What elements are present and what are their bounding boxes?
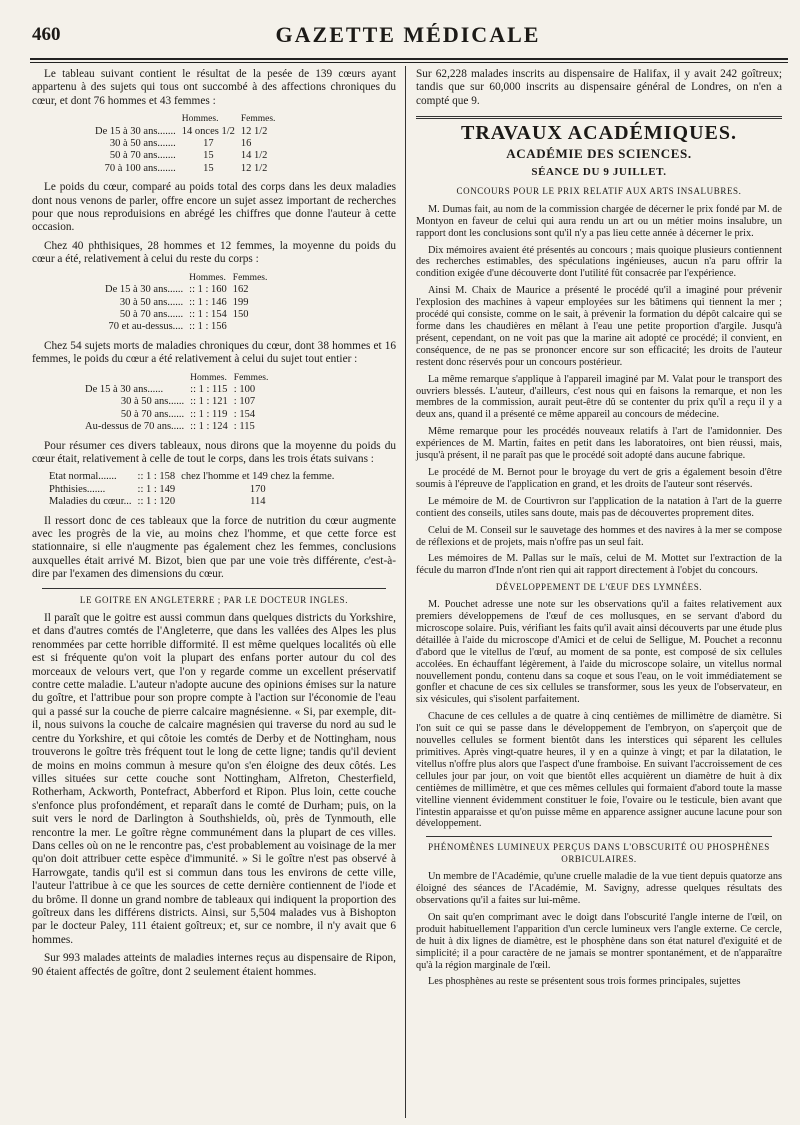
table-cell: 16 xyxy=(240,138,252,150)
paragraph: Le procédé de M. Bernot pour le broyage du vert de gris a également besoin d'être soumis à l'épreuve de l'application en grand, et les droits de l'auteur sont réservés. xyxy=(416,466,782,490)
table-cell: : 107 xyxy=(233,396,256,408)
paragraph: Les mémoires de M. Pallas sur le maïs, celui de M. Mottet sur l'extraction de la fécule du marron d'Inde n'ont rien qui ait rapport directement à l'objet du concours. xyxy=(416,553,782,577)
table-cell: 30 à 50 ans...... xyxy=(120,396,185,408)
table-header-row xyxy=(82,372,271,384)
table-cell: 150 xyxy=(232,308,249,320)
table-cell: 30 à 50 ans...... xyxy=(119,296,184,308)
table-cell: 70 à 100 ans....... xyxy=(104,162,176,174)
concours-heading: CONCOURS POUR LE PRIX RELATIF AUX ARTS INSALUBRES. xyxy=(456,186,742,197)
masthead-title: GAZETTE MÉDICALE xyxy=(275,22,541,47)
table-cell: De 15 à 30 ans...... xyxy=(85,383,164,395)
header-rule-thin xyxy=(30,62,788,63)
table-cell: :: 1 : 121 xyxy=(190,396,228,408)
paragraph: On sait qu'en comprimant avec le doigt dans l'obscurité l'angle interne de l'œil, on produit habituellement l'apparition d'un cercle lumineux vers l'angle externe. Ce cercle, de huit à dix lignes de diamètre, est le phosphène dans son état naturel d'exiguité et de simplicité; il a pour caractère de ne jamais se montrer spontanément, et de n'apparaître qu'à la région marginale de l'œil. xyxy=(416,911,782,971)
column-header: Femmes. xyxy=(232,272,268,283)
table-cell: 70 et au-dessus.... xyxy=(108,321,184,333)
paragraph: Chez 40 phthisiques, 28 hommes et 12 femmes, la moyenne du poids du cœur a été, relativement à celui du reste du corps : xyxy=(32,239,396,266)
column-header: Hommes. xyxy=(181,114,219,125)
paragraph: Un membre de l'Académie, qu'une cruelle maladie de la vue tient depuis quatorze ans éloigné des séances de l'Académie, M. Savigny, adresse quelques résultats des observations qu'il a faites sur lui-même. xyxy=(416,871,782,906)
table-cell: :: 1 : 115 xyxy=(190,383,228,395)
table-cell: :: 1 : 156 xyxy=(189,321,227,333)
heart-weight-table xyxy=(92,113,278,175)
header-rule xyxy=(30,58,788,60)
section-title: TRAVAUX ACADÉMIQUES. xyxy=(461,122,737,145)
phthisis-ratio-table xyxy=(102,272,270,334)
table-row xyxy=(102,309,270,321)
table-header-row xyxy=(92,113,278,125)
table-cell: 30 à 50 ans....... xyxy=(109,138,176,150)
table-row xyxy=(102,297,270,309)
column-header: Hommes. xyxy=(190,372,227,383)
table-cell: 50 à 70 ans....... xyxy=(109,150,176,162)
table-row xyxy=(82,384,271,396)
heart-disease-ratio-table xyxy=(82,372,271,434)
column-header: Hommes. xyxy=(189,272,226,283)
table-cell: Etat normal....... xyxy=(49,471,117,483)
academy-title: ACADÉMIE DES SCIENCES. xyxy=(506,145,692,161)
paragraph: Il ressort donc de ces tableaux que la force de nutrition du cœur augmente avec les progrès de la vie, au moins chez l'homme, et que cette force est stationnaire, si elle n'augmente pas également chez les femmes, conclusions auxquelles était arrivé M. Bizot, bien que par une voie très différente, c'est-à-dire par l'examen des dimensions du cœur. xyxy=(32,514,396,581)
table-cell: 14 onces 1/2 xyxy=(181,125,235,137)
phosphenes-heading: PHÉNOMÈNES LUMINEUX PERÇUS DANS L'OBSCURITÉ OU PHOSPHÈNES ORBICULAIRES. xyxy=(428,842,770,865)
table-cell: De 15 à 30 ans...... xyxy=(105,284,184,296)
table-cell: Au-dessus de 70 ans..... xyxy=(85,421,185,433)
paragraph: Sur 62,228 malades inscrits au dispensaire de Halifax, il y avait 242 goîtreux; tandis que sur 60,000 inscrits au dispensaire général de Londres, on n'en a compté que 9. xyxy=(416,68,782,107)
table-cell: Phthisies....... xyxy=(49,483,106,495)
table-cell: 199 xyxy=(232,296,249,308)
table-cell: : 100 xyxy=(233,383,256,395)
table-cell: Maladies du cœur... xyxy=(49,496,132,508)
table-cell: 50 à 70 ans...... xyxy=(120,408,185,420)
right-column xyxy=(416,68,782,993)
table-row xyxy=(102,321,270,333)
table-cell xyxy=(230,321,271,333)
page-header xyxy=(28,20,788,50)
table-row xyxy=(46,496,337,508)
section-rule xyxy=(416,116,782,119)
table-cell: :: 1 : 146 xyxy=(189,296,227,308)
table-cell: De 15 à 30 ans....... xyxy=(95,125,176,137)
paragraph: Chacune de ces cellules a de quatre à cinq centièmes de millimètre de diamètre. Si l'on suit ce qui se passe dans le développement de l'embryon, on s'aperçoit que de nouvelles cellules se forment bientôt dans les interstices qui séparent les cellules primitives. Après vingt-quatre heures, il y en a quinze à vingt; et par la dilatation, le vitellus n'offre plus alors que l'aspect d'une framboise. En suivant l'accroissement de ces cellules jour par jour, on voit que bientôt elles acquièrent un diamètre de huit à dix centièmes de millimètre, et que ces mêmes cellules qui formaient d'abord toute la masse vitelline viennent évidemment constituer le foie, l'ovaire ou le testicule, bien avant que l'intestin apparaisse et qu'on puisse même en apparence assigner aucune lacune pour son développement. xyxy=(416,711,782,830)
table-row xyxy=(92,138,278,150)
paragraph: M. Dumas fait, au nom de la commission chargée de décerner le prix fondé par M. de Montyon en faveur de celui qui aura rendu un art ou un métier moins insalubre, un rapport dont les conclusions sont qu'il n'y a pas lieu cette année à décerner le prix. xyxy=(416,203,782,239)
session-date: SÉANCE DU 9 JUILLET. xyxy=(531,166,667,179)
column-divider xyxy=(405,66,406,1118)
paragraph: Celui de M. Conseil sur le sauvetage des hommes et des navires à la mer se compose de réflexions et de projets, mais n'offre pas un seul fait. xyxy=(416,524,782,548)
paragraph: Sur 993 malades atteints de maladies internes reçus au dispensaire de Ripon, 90 étaient affectés de goître, dont 2 seulement étaient hommes. xyxy=(32,952,396,978)
paragraph: Il paraît que le goitre est aussi commun dans quelques districts du Yorkshire, et dans d'autres comtés de l'Angleterre, que dans les vallées des Alpes les plus renommées par cette horrible difformité. Il est même quelques localités où elle est si fréquente qu'on voit la plupart des enfans porter autour du col des morceaux de velours vert, que l'on y regarde comme un excellent préservatif contre cette maladie. L'auteur n'adopte aucune des opinions émises sur la nature du goître, et l'attribue pour son propre compte à l'action sur l'économie de l'eau qui a passé sur la couche de pierre calcaire magnésienne. « Si, par exemple, dit-il, nous suivons la couche de calcaire magnésien qui traverse du nord au sud le centre du Yorkshire, et qui côtoie les comtés de Derby et de Nottingham, nous trouverons le goître très fréquent tout le long de cette ligne; tandis qu'il devient de moins en moins commun à mesure qu'on s'en éloigne des deux côtés. Les villes situées sur cette couche sont Nottingham, Alfreton, Chesterfield, Rotherham, Ackworth, Pontefract, Abberford et Ripon. Plus loin, cette couche s'enfonce plus profondément, et reparaît dans le comté de Durham; puis, on la suit vers le nord de Darlington à Southshields, où, près de Tynmouth, elle rencontre la mer. Le goître règne communément dans la plupart de ces villes. Dans celles où on ne le rencontre pas, c'est probablement au voisinage de la mer qu'on doit attribuer cette espèce d'immunité. » Si le goître n'est pas observé à Harrowgate, tandis qu'il est si commun dans tous les environs de cette ville, l'auteur l'attribue à ce que les sources de cette dernière contiennent de l'iode et du brôme. Il donne un grand nombre de tableaux qui indiquent la proportion des goîtreux dans les différens districts. Ainsi, sur 5,504 malades vus à Bishopton par le docteur Paley, 111 étaient goîtreux; et, sur ce nombre, il n'y avait que 6 hommes. xyxy=(32,612,396,946)
table-cell: 12 1/2 xyxy=(240,125,268,137)
paragraph: Même remarque pour les procédés nouveaux relatifs à l'art de l'amidonnier. Des expériences de M. Martin, faites en petit dans les laboratoires, ont bien réussi, mais, jusqu'à présent, il ne paraît pas que le procédé soit adopté dans aucune fabrique. xyxy=(416,426,782,462)
table-cell: : 154 xyxy=(233,408,256,420)
table-cell: :: 1 : 160 xyxy=(189,284,227,296)
table-cell: :: 1 : 154 xyxy=(189,308,227,320)
table-row xyxy=(92,126,278,138)
paragraph: Pour résumer ces divers tableaux, nous dirons que la moyenne du poids du cœur était, relativement à celle de tout le corps, dans les trois états suivans : xyxy=(32,439,396,465)
table-cell: 15 xyxy=(203,150,214,162)
column-header: Femmes. xyxy=(240,114,276,125)
section-rule xyxy=(426,836,772,837)
paragraph: Le mémoire de M. de Courtivron sur l'application de la natation à l'art de la guerre contient des conseils, utiles sans doute, mais pas de découvertes proprement dites. xyxy=(416,495,782,519)
table-cell: :: 1 : 158 xyxy=(137,471,176,483)
table-row xyxy=(92,150,278,162)
paragraph: La même remarque s'applique à l'appareil imaginé par M. Valat pour le transport des ouvriers blessés. L'auteur, d'ailleurs, c'est nous qui en faisons la remarque, et non les membres de la commission, aurait peut-être dû se contenter du prix qu'il a reçu il y a deux ans, quand il a présenté ce même appareil au concours de médecine. xyxy=(416,373,782,421)
paragraph: M. Pouchet adresse une note sur les observations qu'il a faites relativement aux premiers développemens de l'œuf de ces mollusques, en se servant d'abord du microscope solaire. Puis, vérifiant les faits qu'il avait ainsi découverts par une étude plus détaillée à l'aide du microscope d'Amici et de celui de Selligue, M. Pouchet a reconnu d'abord que le vitellus de l'œuf, au moment de sa ponte, est composé de six cellules accolées. En échauffant légèrement, à l'aide du microscope solaire, un vitellus normal nouvellement pondu, contenu dans sa coque et sous l'eau, on le voit immédiatement se gonfler et chacune de ces six cellules se transformer, sous les yeux de l'observateur, en six vésicules, qui s'isolent parfaitement. xyxy=(416,599,782,706)
table-cell: 14 1/2 xyxy=(240,150,268,162)
paragraph: Les phosphènes au reste se présentent sous trois formes principales, sujettes xyxy=(428,976,741,988)
paragraph: Le poids du cœur, comparé au poids total des corps dans les deux maladies dont nous venons de parler, offre encore un sujet assez important de recherches pour que nous reproduisions en abrégé les chiffres que donne l'auteur à cette occasion. xyxy=(32,181,396,234)
table-row xyxy=(46,484,337,496)
table-cell: 114 xyxy=(250,496,266,508)
table-row xyxy=(82,409,271,421)
table-row xyxy=(92,163,278,175)
table-cell: :: 1 : 119 xyxy=(190,408,228,420)
table-cell: chez l'homme et 149 chez la femme. xyxy=(181,471,335,483)
section-rule xyxy=(42,588,386,589)
table-cell: 50 à 70 ans...... xyxy=(119,308,184,320)
table-header-row xyxy=(102,272,270,284)
table-cell: :: 1 : 124 xyxy=(190,421,228,433)
table-row xyxy=(82,396,271,408)
table-row xyxy=(46,471,337,483)
lymnees-heading: DÉVELOPPEMENT DE L'ŒUF DES LYMNÉES. xyxy=(495,582,703,593)
table-cell: 15 xyxy=(203,162,214,174)
table-cell: 17 xyxy=(203,138,214,150)
table-cell: 170 xyxy=(249,483,266,495)
left-column xyxy=(32,68,396,984)
table-cell: : 115 xyxy=(233,421,255,433)
column-header: Femmes. xyxy=(233,372,269,383)
paragraph: Le tableau suivant contient le résultat de la pesée de 139 cœurs ayant appartenu à des sujets qui tous ont succombé à des affections chroniques du cœur, et dont 76 hommes et 43 femmes : xyxy=(32,68,396,107)
goitre-article-title: LE GOITRE EN ANGLETERRE ; PAR LE DOCTEUR INGLES. xyxy=(79,594,349,605)
table-cell: :: 1 : 149 xyxy=(137,483,176,495)
table-cell: :: 1 : 120 xyxy=(137,496,176,508)
paragraph: Dix mémoires avaient été présentés au concours ; mais quoique plusieurs contiennent des recherches estimables, des spéculations ingénieuses, aucun n'a paru offrir la condition exigée d'une découverte dont l'utilité fût consacrée par l'expérience. xyxy=(416,244,782,280)
table-cell: 162 xyxy=(232,284,249,296)
paragraph: Chez 54 sujets morts de maladies chroniques du cœur, dont 38 hommes et 16 femmes, le poids du cœur a été relativement à celui du sujet tout entier : xyxy=(32,339,396,366)
summary-table xyxy=(46,471,337,508)
table-row xyxy=(102,284,270,296)
table-row xyxy=(82,421,271,433)
paragraph: Ainsi M. Chaix de Maurice a présenté le procédé qu'il a imaginé pour prévenir l'explosion des machines à vapeur employées sur les bâtimens qui tiennent la mer ; procédé qui consiste, comme on le sait, à prévenir la formation du dépôt calcaire qui se forme dans les chaudières en mêlant à l'eau une petite proportion d'argile. Jusqu'à présent, cependant, on ne voit pas que la marine ait adopté ce procédé; il convient, en conséquence, de ne pas se prononcer encore sur son efficacité; les droits de l'auteur restent donc réservés pour un concours postérieur. xyxy=(416,285,782,368)
page-number: 460 xyxy=(32,24,61,45)
table-cell: 12 1/2 xyxy=(240,162,268,174)
